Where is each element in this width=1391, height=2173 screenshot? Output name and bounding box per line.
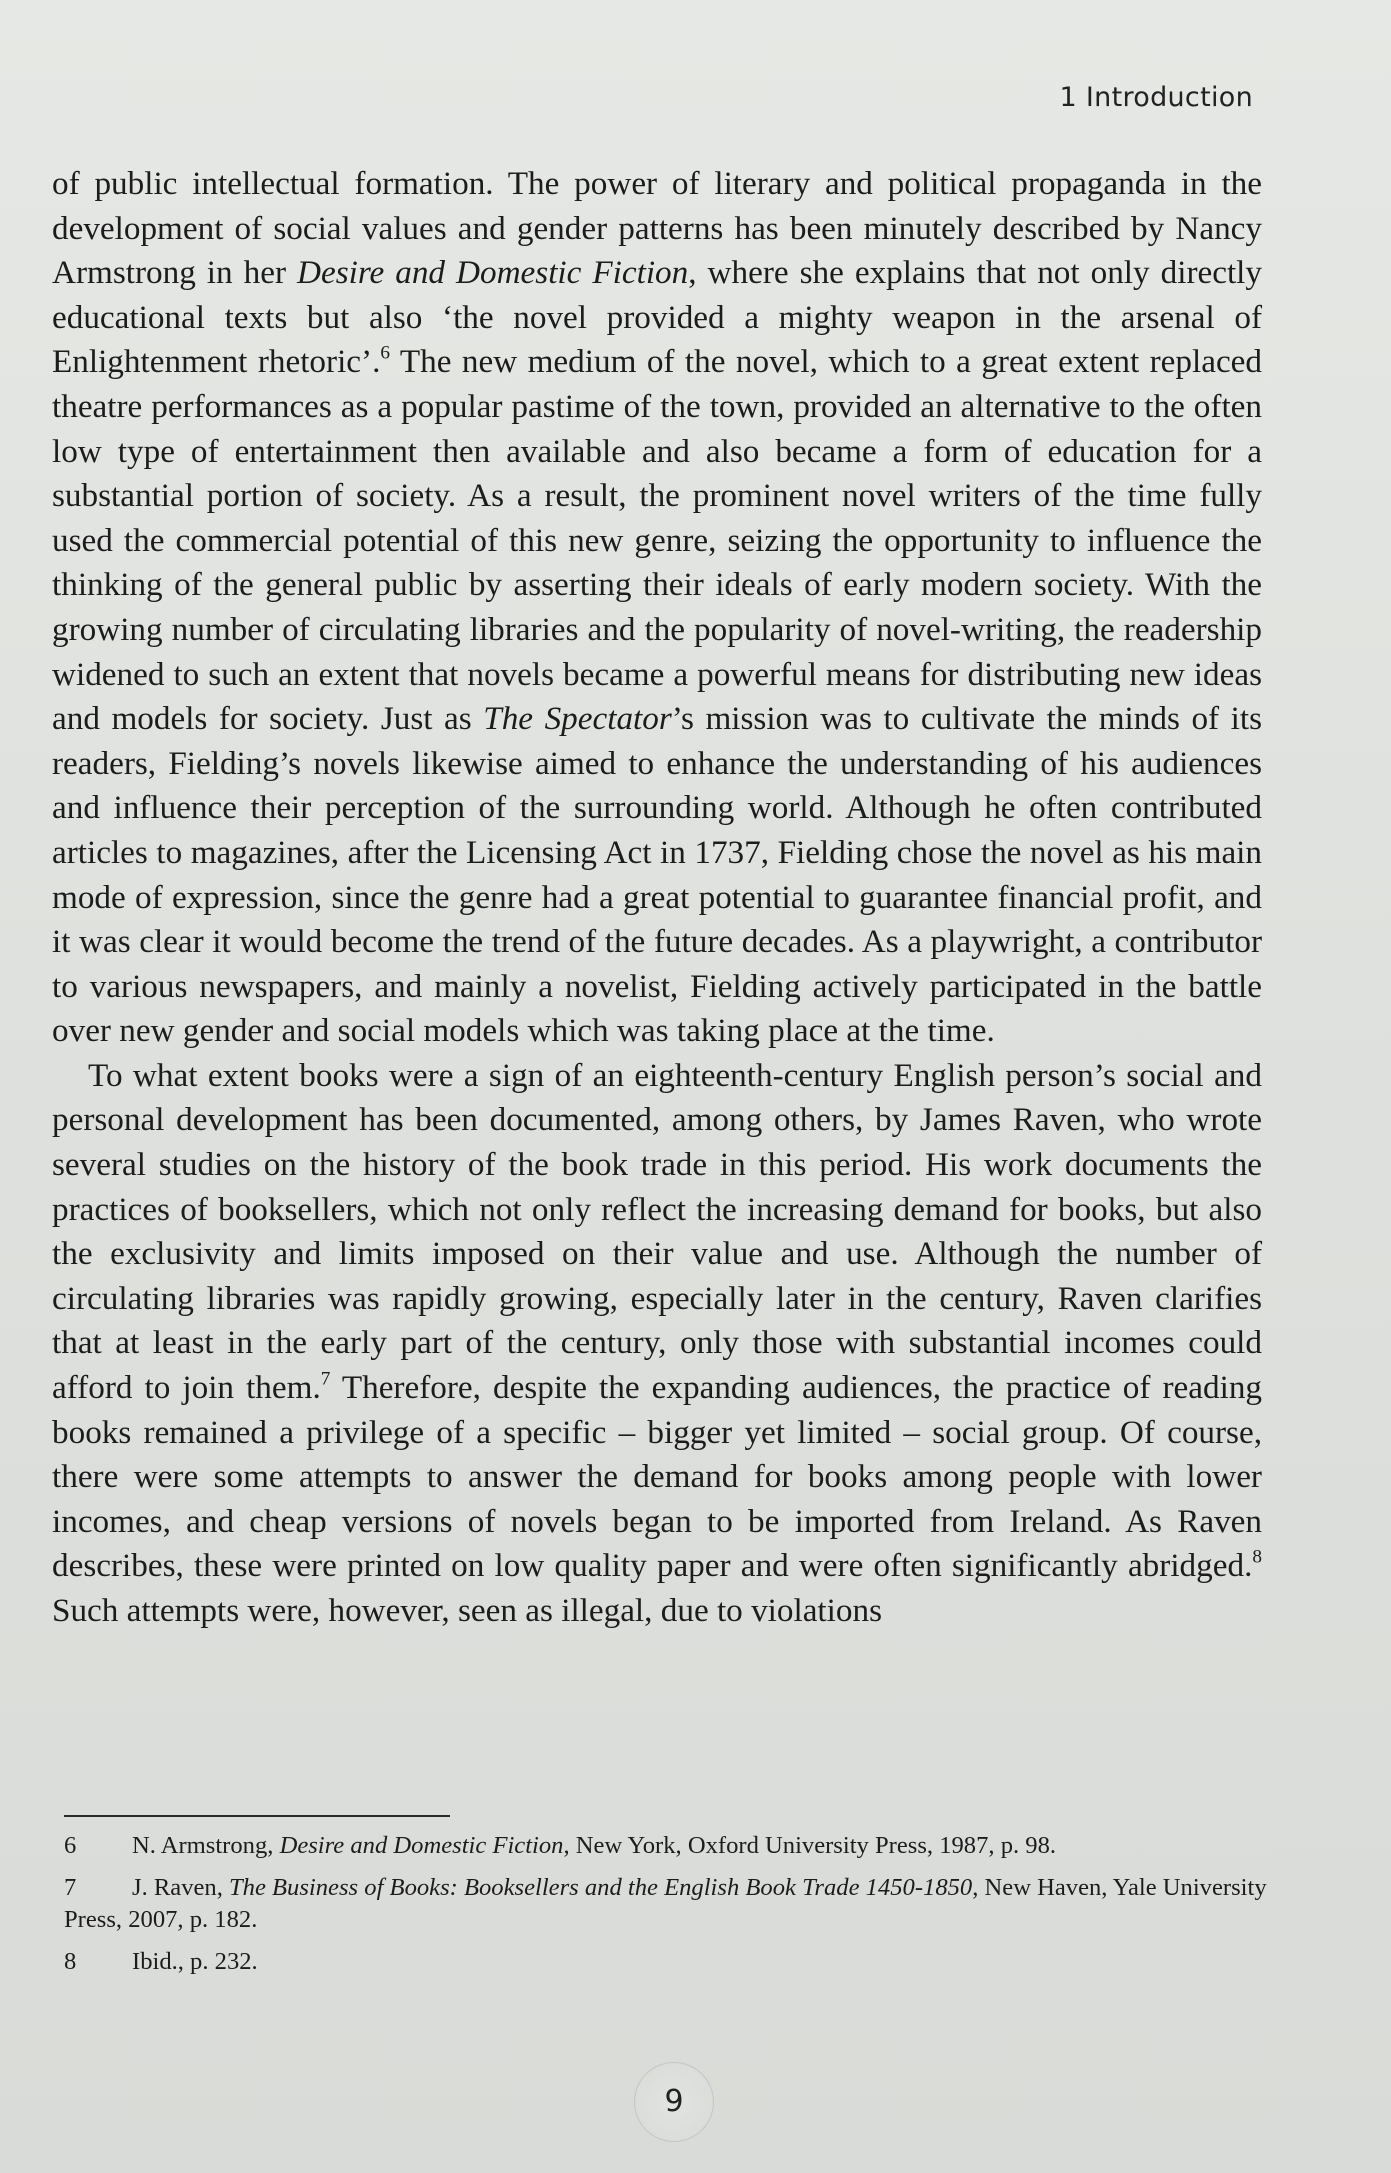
footnote-ref-6: 6: [380, 342, 391, 364]
page-number: 9: [634, 2062, 714, 2142]
text-span: , where she explains that not only directly educational texts but also ‘the novel provided a mighty weapon in the arsenal of Enlightenment rhetoric’.: [52, 254, 1262, 381]
text-span: , New Haven, Yale University Press, 2007, p. 182.: [64, 1874, 1267, 1933]
book-title-italic: Desire and Domestic Fiction: [297, 254, 689, 292]
footnote-7: [64, 1872, 1274, 1936]
footnote-8: [64, 1946, 1274, 1978]
footnote-6: [64, 1830, 1274, 1862]
text-span: The new medium of the novel, which to a great extent replaced theatre performances as a popular pastime of the town, provided an alternative to the often low type of entertainment then available and also became a form of education for a substantial portion of society. As a result, the prominent novel writers of the time fully used the commercial potential of this new genre, seizing the opportunity to influence the thinking of the general public by asserting their ideals of early modern society. With the growing number of circulating libraries and the popularity of novel-writing, the readership widened to such an extent that novels became a powerful means for distributing new ideas and models for society. Just as: [52, 343, 1262, 738]
text-span: N. Armstrong,: [132, 1832, 280, 1859]
periodical-title-italic: The Spectator: [483, 700, 672, 738]
footnote-ref-7: 7: [320, 1368, 331, 1390]
running-head: 1 Introduction: [1059, 82, 1253, 113]
footnote-ref-8: 8: [1252, 1546, 1262, 1568]
footnote-number: 7: [64, 1874, 77, 1901]
book-title-italic: Desire and Domestic Fiction: [279, 1832, 564, 1859]
body-text: [52, 162, 1262, 1634]
text-span: To what extent books were a sign of an eighteenth-century English person’s social and personal development has been documented, among others, by James Raven, who wrote several studies on the history of the book trade in this period. His work documents the practices of booksellers, which not only reflect the increasing demand for books, but also the exclusivity and limits imposed on their value and use. Although the number of circulating libraries was rapidly growing, especially later in the century, Raven clarifies that at least in the early part of the century, only those with substantial incomes could afford to join them.: [52, 1056, 1262, 1407]
text-span: of public intellectual formation. The power of literary and political propaganda in the development of social values and gender patterns has been minutely described by Nancy Armstrong in her: [52, 165, 1262, 292]
footnotes: [64, 1830, 1274, 1988]
paragraph-2: [52, 1054, 1262, 1634]
text-span: , New York, Oxford University Press, 1987, p. 98.: [563, 1832, 1057, 1859]
text-span: Ibid., p. 232.: [132, 1948, 258, 1975]
footnote-number: 6: [64, 1832, 77, 1859]
footnote-number: 8: [64, 1948, 77, 1975]
footnote-divider: [64, 1815, 450, 1817]
text-span: Therefore, despite the expanding audiences, the practice of reading books remained a privilege of a specific – bigger yet limited – social group. Of course, there were some attempts to answer the demand for books among people with lower incomes, and cheap versions of novels began to be imported from Ireland. As Raven describes, these were printed on low quality paper and were often significantly abridged.: [52, 1369, 1263, 1585]
text-span: ’s mission was to cultivate the minds of its readers, Fielding’s novels likewise aimed to enhance the understanding of his audiences and influence their perception of the surrounding world. Although he often contributed articles to magazines, after the Licensing Act in 1737, Fielding chose the novel as his main mode of expression, since the genre had a great potential to guarantee financial profit, and it was clear it would become the trend of the future decades. As a playwright, a contributor to various newspapers, and mainly a novelist, Fielding actively participated in the battle over new gender and social models which was taking place at the time.: [52, 700, 1262, 1050]
book-title-italic: The Business of Books: Booksellers and the English Book Trade 1450-1850: [229, 1874, 973, 1901]
text-span: Such attempts were, however, seen as illegal, due to violations: [52, 1592, 882, 1629]
text-span: J. Raven,: [132, 1874, 229, 1901]
paragraph-1: [52, 162, 1262, 1054]
